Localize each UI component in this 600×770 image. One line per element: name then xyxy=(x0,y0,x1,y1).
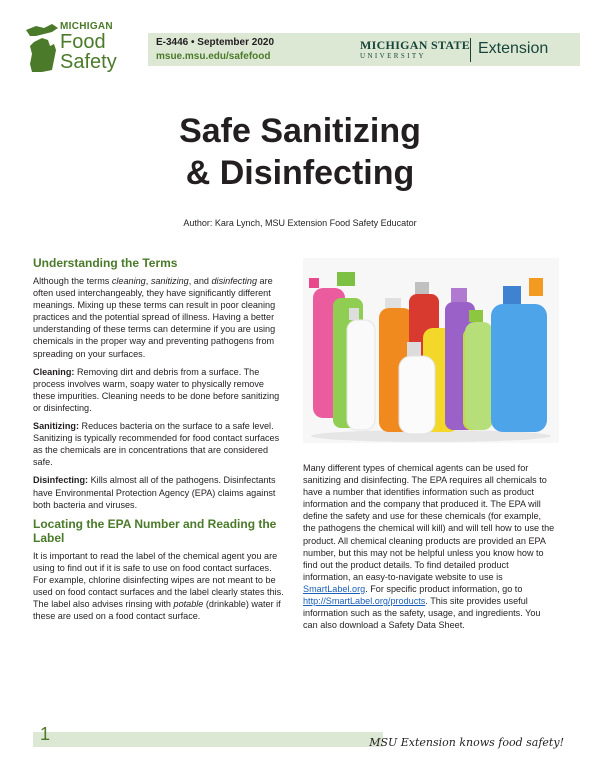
heading-understanding: Understanding the Terms xyxy=(33,256,178,270)
intro-text-1: Although the terms xyxy=(33,276,112,286)
left-column xyxy=(33,256,285,628)
epa-text-2: . For specific product information, go to xyxy=(365,583,523,594)
cleaning-def: Removing dirt and debris from a surface. The process involves warm, soapy water to physically remove these impurities. Cleaning needs to be done before sanitizing or disinfecting. xyxy=(33,366,280,413)
cleaning-bottles-photo xyxy=(303,258,559,443)
locating-text-1: It is important to read the label of the chemical agent you are using to find out if it is safe to use on food contact surfaces. For example, chlorine disinfecting wipes are not meant to be used on food contact surfaces and the label clearly states this. The label also advises rinsing with xyxy=(33,550,284,610)
smartlabel-products-link[interactable]: http://SmartLabel.org/products xyxy=(303,596,426,607)
intro-and: , and xyxy=(188,276,212,286)
msu-name: MICHIGAN STATE xyxy=(360,38,471,52)
title-line-1: Safe Sanitizing xyxy=(179,112,421,150)
sanitizing-definition xyxy=(33,420,285,468)
publication-id: E-3446 • September 2020 xyxy=(156,37,275,48)
intro-paragraph xyxy=(33,275,285,360)
locating-paragraph xyxy=(33,550,285,623)
term-disinfecting-italic: disinfecting xyxy=(211,276,257,286)
locating-text-2: (drinkable) water if these are used on a food contact surface. xyxy=(33,599,281,622)
page-title xyxy=(0,110,600,194)
msu-extension: Extension xyxy=(478,40,549,57)
sanitizing-def: Reduces bacteria on the surface to a safe level. Sanitizing is typically recommended for food contact surfaces as the chemicals are in concentrations that are considered safe. xyxy=(33,421,280,468)
heading-locating: Locating the EPA Number and Reading the Label xyxy=(33,516,277,545)
msu-university: UNIVERSITY xyxy=(360,52,426,60)
intro-rest: are often used interchangeably, they have significantly different meanings. Mixing up these terms can result in poor cleaning practices and the potential spread of illness. Having a better understanding of these terms can determine if you are using chemicals in the proper way and preventing pathogens from spreading on your surfaces. xyxy=(33,276,276,359)
epa-paragraph xyxy=(303,462,555,631)
cleaning-term: Cleaning: xyxy=(33,366,75,377)
msu-divider xyxy=(470,38,471,62)
footer-band xyxy=(33,732,383,747)
term-cleaning-italic: cleaning xyxy=(111,276,146,286)
right-column xyxy=(303,462,555,637)
logo-wordmark xyxy=(60,22,117,72)
logo-food: Food xyxy=(60,31,106,53)
logo-safety: Safety xyxy=(60,51,117,73)
page-number: 1 xyxy=(40,724,51,744)
logo-michigan: MICHIGAN xyxy=(60,21,113,32)
disinfecting-term: Disinfecting: xyxy=(33,475,89,486)
title-line-2: & Disinfecting xyxy=(185,154,415,192)
epa-text-1: Many different types of chemical agents can be used for sanitizing and disinfecting. The EPA requires all chemicals to have a number that identifies information such as product information and the company that produced it. The EPA will define the safety and use for these chemicals (for example, the pathogens the chemical will kill) and will tell how to use the product. All chemical cleaning products are provided an EPA number, but this may not be helpful unless you know how to find out the product details. To find detailed product information, an easy-to-navigate website to use is xyxy=(303,463,555,582)
footer-tagline: MSU Extension knows food safety! xyxy=(369,736,564,749)
disinfecting-definition xyxy=(33,474,285,510)
publication-url[interactable]: msue.msu.edu/safefood xyxy=(156,51,271,62)
smartlabel-link[interactable]: SmartLabel.org xyxy=(303,583,366,594)
msu-extension-logo xyxy=(360,35,580,65)
epa-text-3: . This site provides useful information such as the safety, usage, and ingredients. You can also download a Safety Data Sheet. xyxy=(303,596,541,631)
intro-comma: , xyxy=(145,276,151,286)
term-potable-italic: potable xyxy=(173,599,204,610)
sanitizing-term: Sanitizing: xyxy=(33,421,79,432)
disinfecting-def: Kills almost all of the pathogens. Disinfectants have Environmental Protection Agency (EPA) claims against both bacteria and viruses. xyxy=(33,475,276,510)
author-line: Author: Kara Lynch, MSU Extension Food Safety Educator xyxy=(183,218,417,228)
cleaning-definition xyxy=(33,366,285,414)
term-sanitizing-italic: sanitizing xyxy=(150,276,189,286)
